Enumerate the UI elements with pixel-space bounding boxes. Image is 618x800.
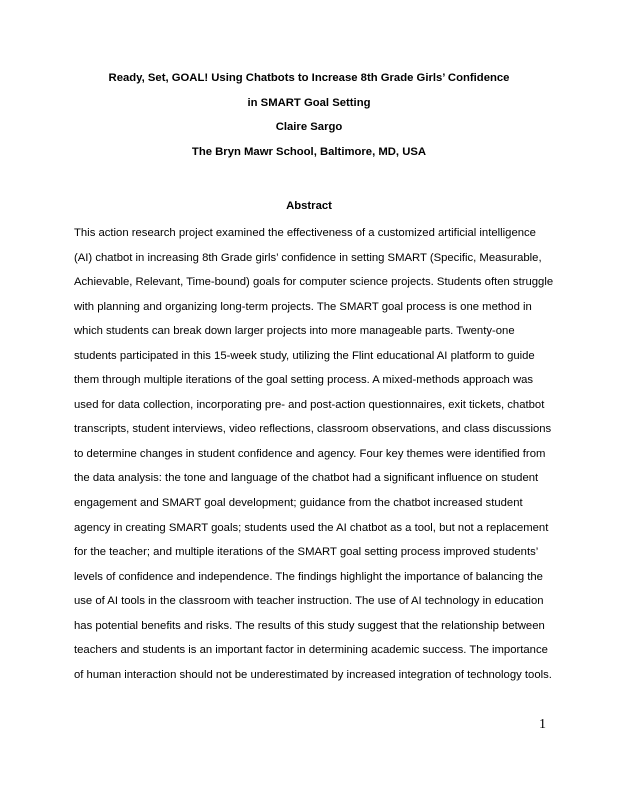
abstract-body: [74, 221, 554, 687]
abstract-line: This action research project examined the effectiveness of a customized artificial intelligence: [74, 227, 536, 239]
abstract-line: agency in creating SMART goals; students used the AI chatbot as a tool, but not a replacement: [74, 521, 549, 534]
abstract-line: levels of confidence and independence. The findings highlight the importance of balancing the: [74, 570, 543, 583]
abstract-line: them through multiple iterations of the goal setting process. A mixed-methods approach was: [74, 374, 534, 387]
abstract-line: which students can break down larger projects into more manageable parts. Twenty-one: [74, 325, 515, 338]
abstract-line: the data analysis: the tone and language of the chatbot had a significant influence on student: [74, 472, 539, 485]
abstract-line: use of AI tools in the classroom with teacher instruction. The use of AI technology in education: [74, 595, 544, 608]
abstract-line: Achievable, Relevant, Time-bound) goals for computer science projects. Students often struggle: [74, 276, 554, 289]
abstract-line: engagement and SMART goal development; guidance from the chatbot increased student: [74, 497, 523, 510]
abstract-line: (AI) chatbot in increasing 8th Grade girls’ confidence in setting SMART (Specific, Measurable,: [74, 251, 542, 264]
abstract-line: to determine changes in student confidence and agency. Four key themes were identified from: [74, 447, 546, 460]
abstract-line: of human interaction should not be underestimated by increased integration of technology tools.: [74, 668, 552, 681]
abstract-line: for the teacher; and multiple iterations of the SMART goal setting process improved students’: [74, 546, 539, 559]
paper-title-line-2: in SMART Goal Setting: [247, 97, 371, 109]
author-name: Claire Sargo: [275, 121, 343, 133]
abstract-line: teachers and students is an important factor in determining academic success. The importance: [74, 644, 548, 657]
abstract-line: transcripts, student interviews, video reflections, classroom observations, and class discussions: [74, 423, 552, 436]
abstract-line: has potential benefits and risks. The results of this study suggest that the relationship between: [74, 619, 545, 632]
abstract-line: students participated in this 15-week study, utilizing the Flint educational AI platform to guide: [74, 349, 535, 362]
abstract-line: used for data collection, incorporating pre- and post-action questionnaires, exit tickets, chatbot: [74, 398, 545, 411]
abstract-heading: Abstract: [286, 200, 332, 212]
page-number: 1: [539, 717, 546, 732]
abstract-line: with planning and organizing long-term projects. The SMART goal process is one method in: [74, 300, 532, 313]
paper-title-line-1: Ready, Set, GOAL! Using Chatbots to Increase 8th Grade Girls’ Confidence: [108, 72, 510, 84]
author-affiliation: The Bryn Mawr School, Baltimore, MD, USA: [191, 146, 427, 158]
